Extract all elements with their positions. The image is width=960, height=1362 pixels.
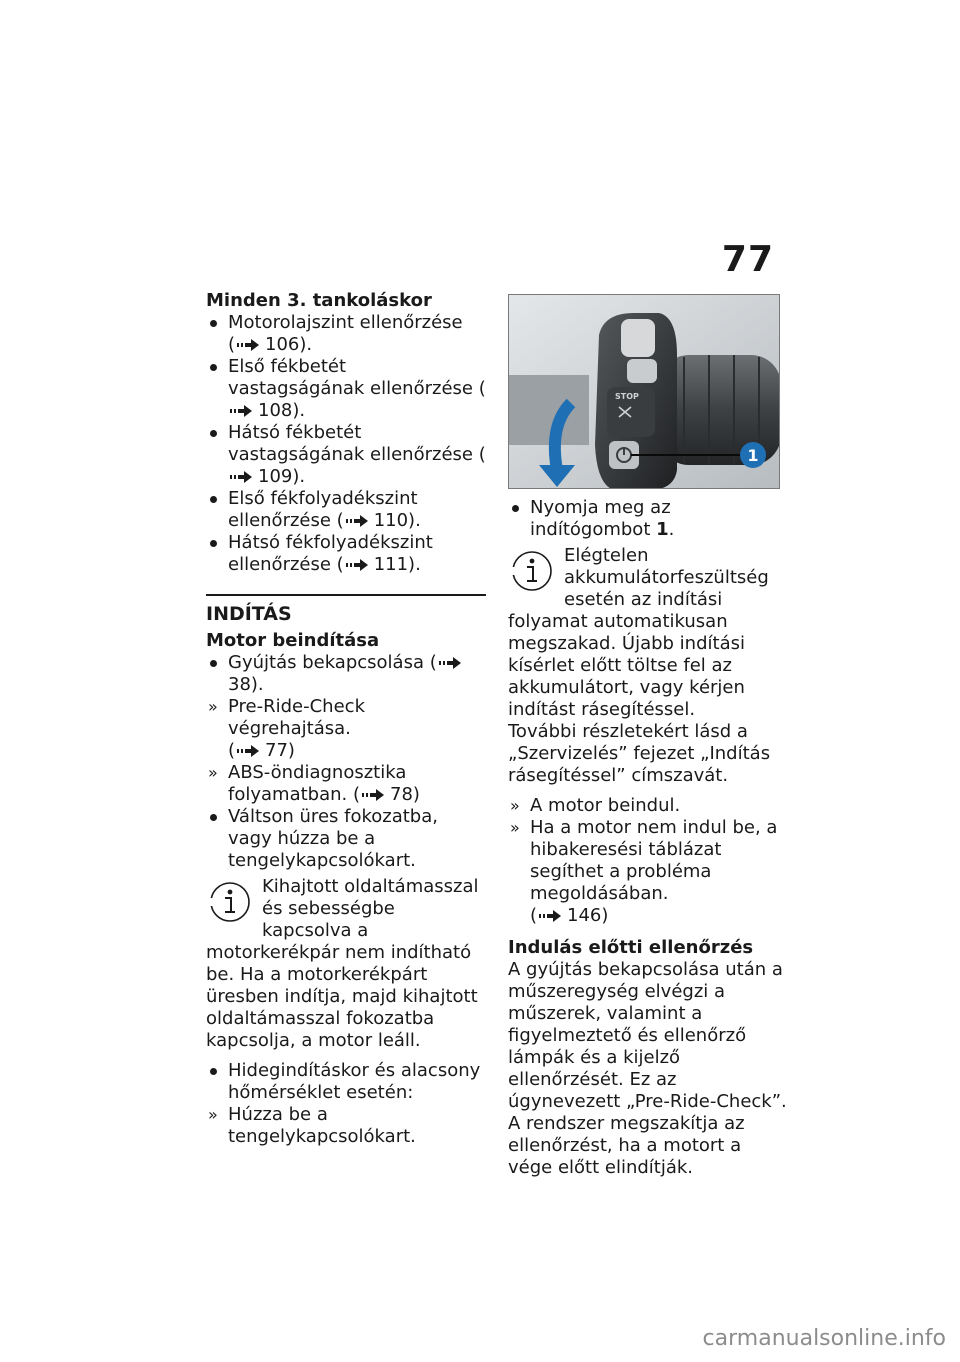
subheading: Indulás előtti ellenőrzés	[508, 937, 754, 958]
bullet-icon	[210, 814, 217, 821]
note-text: Elégtelen akkumulátorfeszültség esetén az indítási folyamat automatikusan megszakad. Újabb indítási kísérlet előtt töltse fel az akkumulátort, vagy kérjen indítást rásegítéssel.	[508, 545, 769, 720]
list-item: » ABS-öndiagnosztika folyamatban. ( 78)	[208, 762, 420, 805]
bullet-icon	[210, 364, 217, 371]
page-reference-link[interactable]: 38).	[228, 674, 264, 695]
note-text: További részletekért lásd a „Szervizelés” fejezet „Indítás rásegítéssel” címszavát.	[508, 721, 771, 786]
right-column	[508, 294, 788, 1179]
list-item: Hátsó fékfolyadékszint ellenőrzése ( 111).	[206, 532, 486, 576]
page-reference-link[interactable]: 146)	[567, 905, 609, 926]
section-title: INDÍTÁS	[206, 603, 292, 625]
list-item: Váltson üres fokozatba, vagy húzza be a tengelykapcsolókart.	[206, 806, 486, 872]
handlebar-switch-figure	[508, 294, 780, 489]
list-item: Első fékbetét vastagságának ellenőrzése (108).	[206, 356, 486, 422]
page-reference-icon	[346, 559, 368, 571]
checks-list	[206, 312, 486, 576]
page-reference-icon	[237, 745, 259, 757]
result-arrow-icon: »	[510, 796, 520, 815]
page-number: 77	[721, 239, 774, 280]
page-reference-icon	[362, 789, 384, 801]
page-reference-link[interactable]: 110).	[373, 510, 421, 531]
list-item: » Ha a motor nem indul be, a hibakeresési táblázat segíthet a probléma megoldásában. ( 146)	[510, 817, 778, 926]
results-list	[508, 795, 788, 927]
page-reference-link[interactable]: 109).	[258, 466, 306, 487]
list-item: Hidegindításkor és alacsony hőmérséklet esetén:	[206, 1060, 486, 1104]
result-arrow-icon: »	[510, 818, 520, 837]
checks-heading: Minden 3. tankoláskor	[206, 290, 432, 311]
result-arrow-icon: »	[208, 697, 218, 716]
list-item: » A motor beindul.	[510, 795, 681, 816]
list-item: » Pre-Ride-Check végrehajtása. ( 77)	[208, 696, 365, 761]
info-note	[206, 876, 486, 1052]
figure-callout-number: 1	[747, 446, 759, 465]
stop-label: STOP	[615, 392, 639, 401]
bullet-icon	[210, 540, 217, 547]
page-reference-icon	[237, 339, 259, 351]
page-reference-link[interactable]: 78)	[390, 784, 420, 805]
list-item: Hátsó fékbetét vastagságának ellenőrzése (109).	[206, 422, 486, 488]
info-icon	[206, 880, 254, 924]
page-reference-link[interactable]: 77)	[265, 740, 295, 761]
page-reference-link[interactable]: 111).	[373, 554, 421, 575]
page-reference-icon	[439, 657, 461, 669]
list-item: Motorolajszint ellenőrzése ( 106).	[206, 312, 486, 356]
bullet-icon	[512, 505, 519, 512]
list-item: » Húzza be a tengelykapcsolókart.	[208, 1104, 416, 1147]
page-reference-icon	[230, 405, 252, 417]
info-icon	[508, 549, 556, 593]
bullet-icon	[210, 660, 217, 667]
start-steps-list	[206, 652, 486, 872]
bullet-icon	[210, 1068, 217, 1075]
page-reference-link[interactable]: 108).	[258, 400, 306, 421]
list-item: Nyomja meg az indítógombot 1.	[508, 497, 788, 541]
note-text: Kihajtott oldaltámasszal és sebességbe kapcsolva a motorkerékpár nem indítható be. Ha a motorkerékpárt üresben indítja, majd kihajtott oldaltámasszal fokozatba kapcsolja, a motor leáll.	[206, 876, 479, 1051]
result-arrow-icon: »	[208, 1105, 218, 1124]
page-reference-icon	[230, 471, 252, 483]
press-list	[508, 497, 788, 541]
subheading: Motor beindítása	[206, 630, 380, 651]
info-note	[508, 545, 788, 787]
bullet-icon	[210, 430, 217, 437]
body-text: A gyújtás bekapcsolása után a műszeregység elvégzi a műszerek, valamint a figyelmeztető és ellenőrző lámpák és a kijelző ellenőrzését. Ez az úgynevezett „Pre-Ride-Check”. A rendszer megszakítja az ellenőrzést, ha a motort a vége előtt elindítják.	[508, 959, 787, 1178]
bullet-icon	[210, 320, 217, 327]
cold-start-list	[206, 1060, 486, 1148]
left-column	[206, 290, 486, 1148]
watermark: carmanualsonline.info	[702, 1326, 946, 1351]
result-arrow-icon: »	[208, 763, 218, 782]
handlebar-switch-illustration	[509, 295, 780, 489]
page-reference-link[interactable]: 106).	[265, 334, 313, 355]
list-item: Első fékfolyadékszint ellenőrzése ( 110).	[206, 488, 486, 532]
page-reference-icon	[346, 515, 368, 527]
section-divider	[206, 594, 486, 596]
list-item: Gyújtás bekapcsolása (38).	[206, 652, 486, 696]
page-reference-icon	[539, 910, 561, 922]
bullet-icon	[210, 496, 217, 503]
